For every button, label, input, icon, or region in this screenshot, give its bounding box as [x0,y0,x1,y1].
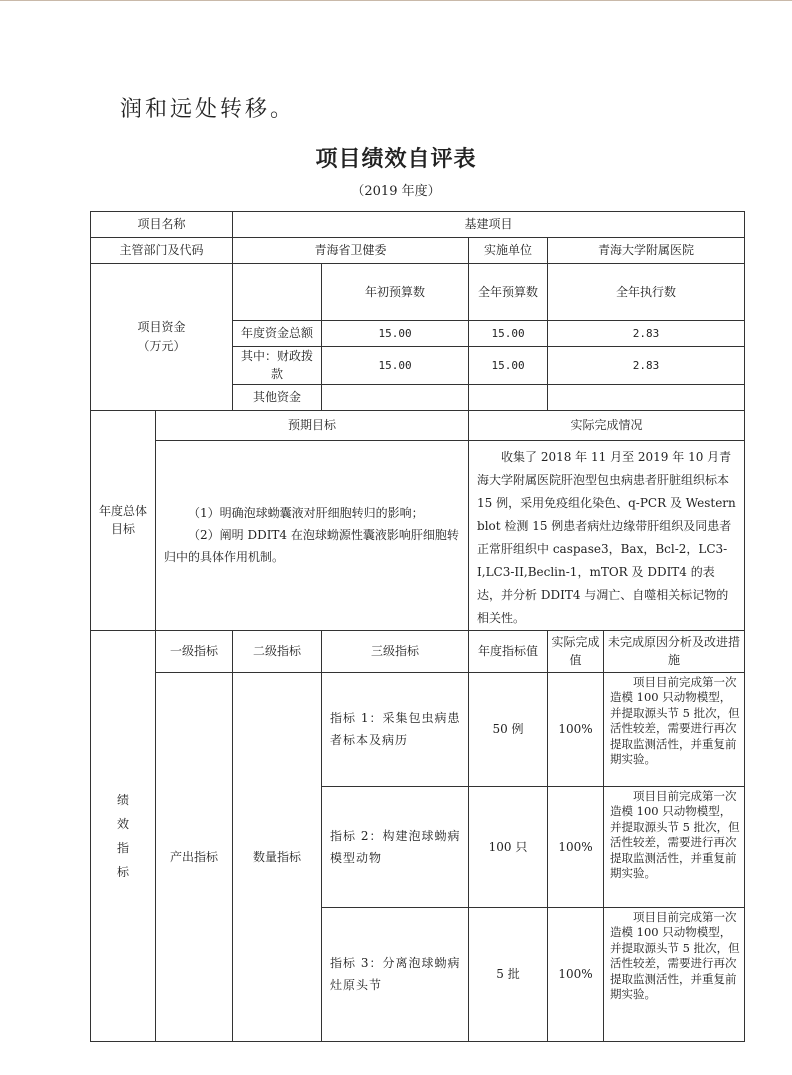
project-funds-label-line1: 项目资金 [137,320,186,335]
performance-label-char: 标 [116,864,129,879]
expected-goal-item-2: （2）阐明 DDIT4 在泡球蚴源性囊液影响肝细胞转归中的具体作用机制。 [164,528,459,565]
expected-goal-header: 预期目标 [156,410,469,440]
implementing-unit-value: 青海大学附属医院 [548,238,745,264]
level3-indicator-header: 三级指标 [322,630,469,672]
level2-indicator-value: 数量指标 [233,672,322,1041]
annual-goals-label-line2: 目标 [110,522,135,537]
indicator-target: 50 例 [469,672,548,786]
indicator-target: 5 批 [469,907,548,1041]
funds-row-budget-start [322,384,469,410]
indicator-reason: 项目目前完成第一次造模 100 只动物模型，并提取源头节 5 批次，但活性较差，需要进行再次提取监测活性，并重复前期实验。 [604,907,745,1041]
funds-row-budget-year [469,384,548,410]
funds-header-executed: 全年执行数 [548,264,745,321]
funds-row-budget-year: 15.00 [469,346,548,384]
annual-goals-label-line1: 年度总体 [98,503,147,518]
performance-indicators-label [91,630,156,1041]
actual-value-header: 实际完成值 [548,630,604,672]
department-label: 主管部门及代码 [91,238,233,264]
project-funds-label-line2: （万元） [137,338,186,353]
goals-header-row [91,410,745,440]
level2-indicator-header: 二级指标 [233,630,322,672]
performance-header-row [91,630,745,672]
funds-row-name: 其中：财政拨款 [233,346,322,384]
indicator-actual: 100% [548,907,604,1041]
funds-header-row [91,264,745,321]
annual-goals-label [91,410,156,630]
performance-label-char: 绩 [116,792,129,807]
project-name-row [91,212,745,238]
level3-indicator: 指标 1：采集包虫病患者标本及病历 [322,672,469,786]
page-title: 项目绩效自评表 [315,147,477,172]
expected-goal-item-1: （1）明确泡球蚴囊液对肝细胞转归的影响； [188,506,424,521]
performance-self-evaluation-table [90,211,745,1042]
funds-row-budget-start: 15.00 [322,320,469,346]
project-funds-label [91,264,233,411]
performance-label-char: 效 [116,816,129,831]
annual-target-header: 年度指标值 [469,630,548,672]
indicator-target: 100 只 [469,786,548,907]
funds-row-executed: 2.83 [548,346,745,384]
indicator-reason: 项目目前完成第一次造模 100 只动物模型，并提取源头节 5 批次，但活性较差，需要进行再次提取监测活性，并重复前期实验。 [604,786,745,907]
funds-row-name: 其他资金 [233,384,322,410]
level1-indicator-value: 产出指标 [156,672,233,1041]
funds-row-executed [548,384,745,410]
indicator-reason: 项目目前完成第一次造模 100 只动物模型，并提取源头节 5 批次，但活性较差，需要进行再次提取监测活性，并重复前期实验。 [604,672,745,786]
indicator-actual: 100% [548,786,604,907]
department-row [91,238,745,264]
continued-paragraph-text: 润和远处转移。 [120,97,296,122]
funds-header-budget-start: 年初预算数 [322,264,469,321]
level3-indicator: 指标 2：构建泡球蚴病模型动物 [322,786,469,907]
top-rule [0,0,792,1]
level1-indicator-header: 一级指标 [156,630,233,672]
project-name-value: 基建项目 [233,212,745,238]
reason-header: 未完成原因分析及改进措施 [604,630,745,672]
funds-header-blank [233,264,322,321]
funds-row-name: 年度资金总额 [233,320,322,346]
indicator-row [91,672,745,786]
funds-row-budget-year: 15.00 [469,320,548,346]
funds-header-budget-year: 全年预算数 [469,264,548,321]
project-name-label: 项目名称 [91,212,233,238]
funds-row-executed: 2.83 [548,320,745,346]
report-year: （2019 年度） [351,184,441,199]
funds-row-budget-start: 15.00 [322,346,469,384]
level3-indicator: 指标 3：分离泡球蚴病灶原头节 [322,907,469,1041]
indicator-actual: 100% [548,672,604,786]
expected-goal-text [156,440,469,630]
department-value: 青海省卫健委 [233,238,469,264]
implementing-unit-label: 实施单位 [469,238,548,264]
actual-completion-header: 实际完成情况 [469,410,745,440]
actual-completion-text: 收集了 2018 年 11 月至 2019 年 10 月青海大学附属医院肝泡型包虫病患者肝脏组织标本 15 例，采用免疫组化染色、q-PCR 及 Western blot 检测 15 例患者病灶边缘带肝组织及同患者正常肝组织中 caspase3，Bax，Bcl-2，LC3-I,LC3-II,Beclin-1，mTOR 及 DDIT4 的表达，并分析 DDIT4 与凋亡、自噬相关标记物的相关性。 [469,440,745,630]
goals-content-row [91,440,745,630]
performance-label-char: 指 [116,840,129,855]
